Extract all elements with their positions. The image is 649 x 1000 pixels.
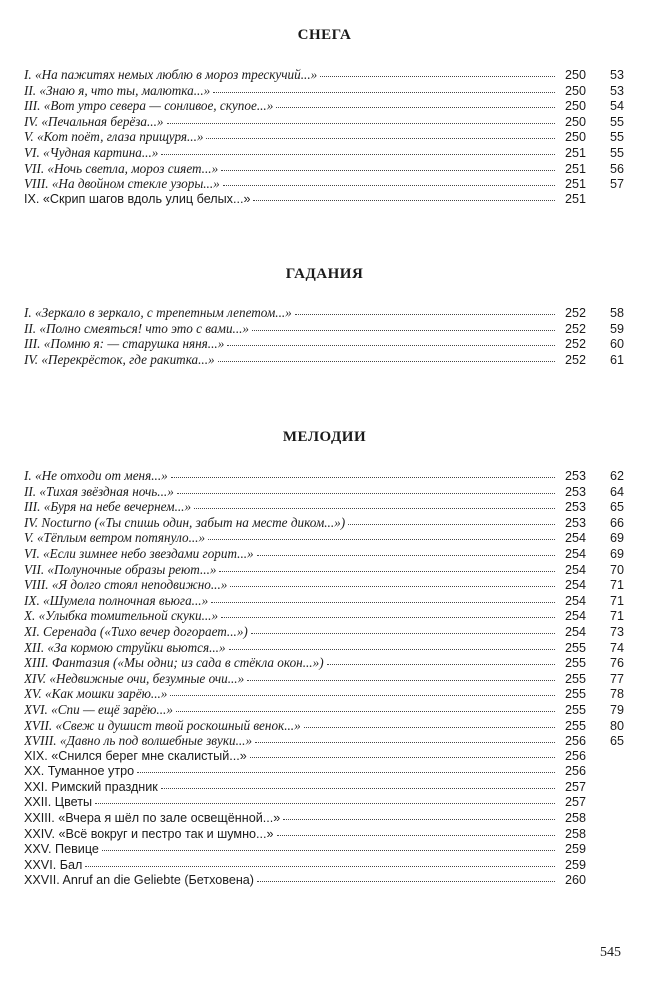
- toc-entry: [24, 718, 624, 734]
- toc-entry-page: 250: [564, 114, 586, 129]
- dot-leader: [276, 106, 555, 108]
- toc-entry-title: III. «Помню я: — старушка няня...»: [24, 336, 225, 352]
- toc-entry-page: 255: [564, 687, 586, 702]
- toc-entry-page: 251: [564, 161, 586, 176]
- toc-entry-page: 257: [564, 795, 586, 810]
- toc-entry-comment-page: 79: [609, 702, 624, 717]
- toc-entry-comment-page: 54: [609, 99, 624, 114]
- dot-leader: [171, 476, 555, 478]
- dot-leader: [176, 710, 555, 712]
- toc-entry-page: 256: [564, 734, 586, 749]
- toc-entry-title: XXIII. «Вчера я шёл по зале освещённой...»: [24, 811, 281, 826]
- toc-entry-comment-page: 69: [609, 531, 624, 546]
- toc-entry-title: II. «Тихая звёздная ночь...»: [24, 483, 174, 499]
- toc-entry-comment-page: 74: [609, 640, 624, 655]
- toc-entry-title: II. «Полно смеяться! что это с вами...»: [24, 320, 250, 336]
- toc-melodii: [24, 468, 624, 889]
- toc-entry: [24, 67, 624, 83]
- toc-entry-page: 254: [564, 546, 586, 561]
- toc-entry: [24, 780, 624, 796]
- toc-entry-title: II. «Знаю я, что ты, малютка...»: [24, 82, 211, 98]
- dot-leader: [327, 663, 555, 665]
- dot-leader: [257, 880, 555, 882]
- toc-entry: [24, 640, 624, 656]
- toc-entry-page: 255: [564, 718, 586, 733]
- dot-leader: [85, 865, 555, 867]
- toc-entry-page: 250: [564, 130, 586, 145]
- toc-entry-page: 255: [564, 702, 586, 717]
- dot-leader: [229, 648, 555, 650]
- toc-entry: [24, 655, 624, 671]
- toc-entry-comment-page: 65: [609, 734, 624, 749]
- toc-entry-comment-page: 65: [609, 500, 624, 515]
- toc-entry: [24, 98, 624, 114]
- dot-leader: [208, 538, 555, 540]
- toc-entry-title: VIII. «Я долго стоял неподвижно...»: [24, 577, 228, 593]
- toc-entry-page: 260: [564, 873, 586, 888]
- toc-entry-comment-page: 73: [609, 624, 624, 639]
- dot-leader: [227, 344, 555, 346]
- toc-entry-comment-page: 64: [609, 484, 624, 499]
- section-title-snega: СНЕГА: [297, 27, 352, 43]
- toc-entry: [24, 114, 624, 130]
- toc-entry-title: IV. «Печальная берёза...»: [24, 113, 164, 129]
- toc-entry: [24, 515, 624, 531]
- toc-entry: [24, 192, 624, 208]
- toc-entry-page: 255: [564, 671, 586, 686]
- dot-leader: [230, 585, 555, 587]
- toc-entry-page: 258: [564, 811, 586, 826]
- toc-entry-comment-page: 80: [609, 718, 624, 733]
- toc-entry-comment-page: 62: [609, 469, 624, 483]
- toc-entry-page: 258: [564, 826, 586, 841]
- toc-entry-page: 254: [564, 531, 586, 546]
- toc-entry-title: XVII. «Свеж и душист твой роскошный венок...»: [24, 717, 301, 733]
- dot-leader: [102, 849, 555, 851]
- dot-leader: [221, 616, 555, 618]
- toc-entry-title: X. «Улыбка томительной скуки...»: [24, 608, 219, 624]
- toc-entry-title: IX. «Шумела полночная вьюга...»: [24, 592, 209, 608]
- toc-entry-title: XIX. «Снился берег мне скалистый...»: [24, 748, 247, 763]
- toc-entry-title: VI. «Чудная картина...»: [24, 144, 159, 160]
- toc-entry-title: VII. «Полуночные образы реют...»: [24, 561, 217, 577]
- toc-entry-title: V. «Тёплым ветром потянуло...»: [24, 530, 206, 546]
- toc-entry: [24, 336, 624, 352]
- toc-entry-title: XXVII. Anruf an die Geliebte (Бетховена): [24, 873, 254, 888]
- toc-entry: [24, 749, 624, 765]
- toc-entry-title: XII. «За кормою струйки вьются...»: [24, 639, 226, 655]
- toc-snega: [24, 67, 624, 207]
- toc-entry-page: 254: [564, 609, 586, 624]
- dot-leader: [221, 169, 555, 171]
- toc-entry: [24, 827, 624, 843]
- toc-entry-comment-page: 71: [609, 609, 624, 624]
- toc-entry-page: 250: [564, 99, 586, 114]
- toc-entry-comment-page: 70: [609, 562, 624, 577]
- toc-entry: [24, 671, 624, 687]
- dot-leader: [304, 726, 555, 728]
- toc-entry-title: XIV. «Недвижные очи, безумные очи...»: [24, 670, 245, 686]
- toc-entry: [24, 811, 624, 827]
- toc-entry-comment-page: 59: [609, 321, 624, 336]
- toc-entry-page: 250: [564, 68, 586, 82]
- toc-entry: [24, 484, 624, 500]
- toc-entry-page: 254: [564, 578, 586, 593]
- toc-entry-title: VI. «Если зимнее небо звездами горит...»: [24, 545, 254, 561]
- dot-leader: [223, 184, 555, 186]
- toc-entry-page: 256: [564, 748, 586, 763]
- toc-entry-comment-page: 76: [609, 656, 624, 671]
- toc-entry-title: I. «На пажитях немых люблю в мороз трескучий...»: [24, 67, 318, 82]
- dot-leader: [137, 771, 555, 773]
- toc-entry-title: IX. «Скрип шагов вдоль улиц белых...»: [24, 191, 251, 206]
- toc-entry-comment-page: 69: [609, 546, 624, 561]
- toc-entry-page: 257: [564, 779, 586, 794]
- toc-entry-page: 253: [564, 515, 586, 530]
- toc-entry: [24, 499, 624, 515]
- toc-entry-page: 253: [564, 469, 586, 483]
- toc-entry-page: 254: [564, 562, 586, 577]
- toc-entry-title: XXV. Певице: [24, 842, 99, 857]
- toc-entry-page: 251: [564, 177, 586, 192]
- toc-entry-title: XXII. Цветы: [24, 795, 93, 810]
- toc-entry-page: 259: [564, 857, 586, 872]
- toc-entry-title: XIII. Фантазия («Мы одни; из сада в стёкла окон...»): [24, 655, 324, 671]
- toc-entry: [24, 83, 624, 99]
- toc-entry-title: XV. «Как мошки зарёю...»: [24, 686, 168, 702]
- dot-leader: [277, 834, 555, 836]
- toc-entry: [24, 593, 624, 609]
- toc-entry: [24, 562, 624, 578]
- toc-entry-comment-page: 56: [609, 161, 624, 176]
- section-title-gadaniya: ГАДАНИЯ: [285, 266, 364, 282]
- toc-entry: [24, 161, 624, 177]
- toc-entry-comment-page: 58: [609, 306, 624, 320]
- toc-entry-page: 252: [564, 321, 586, 336]
- toc-entry: [24, 608, 624, 624]
- toc-entry-page: 254: [564, 624, 586, 639]
- toc-entry-page: 253: [564, 500, 586, 515]
- toc-entry-page: 252: [564, 352, 586, 367]
- toc-entry: [24, 352, 624, 368]
- dot-leader: [283, 818, 555, 820]
- toc-entry-page: 255: [564, 640, 586, 655]
- toc-entry: [24, 733, 624, 749]
- toc-entry: [24, 795, 624, 811]
- dot-leader: [320, 75, 555, 77]
- dot-leader: [251, 632, 555, 634]
- toc-gadaniya: [24, 305, 624, 367]
- toc-entry-title: VIII. «На двойном стекле узоры...»: [24, 176, 220, 192]
- section-title-melodii: МЕЛОДИИ: [282, 429, 367, 445]
- toc-entry-title: I. «Не отходи от меня...»: [24, 468, 168, 483]
- toc-entry-comment-page: 71: [609, 578, 624, 593]
- toc-entry: [24, 129, 624, 145]
- toc-entry-page: 252: [564, 306, 586, 320]
- toc-entry: [24, 546, 624, 562]
- toc-entry-title: XVIII. «Давно ль под волшебные звуки...»: [24, 733, 253, 749]
- dot-leader: [295, 313, 555, 315]
- toc-entry-comment-page: 53: [609, 83, 624, 98]
- toc-entry-comment-page: 60: [609, 337, 624, 352]
- dot-leader: [95, 802, 555, 804]
- toc-entry: [24, 764, 624, 780]
- toc-entry-title: XVI. «Спи — ещё зарёю...»: [24, 701, 173, 717]
- toc-entry-comment-page: 66: [609, 515, 624, 530]
- toc-entry-page: 251: [564, 191, 586, 206]
- dot-leader: [206, 137, 555, 139]
- toc-entry-page: 253: [564, 484, 586, 499]
- toc-entry-title: XI. Серенада («Тихо вечер догорает...»): [24, 623, 248, 639]
- dot-leader: [167, 122, 556, 124]
- toc-entry-comment-page: 53: [609, 68, 624, 82]
- toc-entry-comment-page: 78: [609, 687, 624, 702]
- dot-leader: [348, 523, 555, 525]
- dot-leader: [177, 492, 555, 494]
- toc-entry-comment-page: 55: [609, 145, 624, 160]
- dot-leader: [211, 601, 555, 603]
- toc-entry: [24, 702, 624, 718]
- toc-entry: [24, 686, 624, 702]
- dot-leader: [218, 360, 555, 362]
- toc-entry-title: IV. «Перекрёсток, где ракитка...»: [24, 351, 215, 367]
- toc-entry-page: 255: [564, 656, 586, 671]
- dot-leader: [161, 153, 555, 155]
- dot-leader: [250, 756, 555, 758]
- toc-entry: [24, 145, 624, 161]
- dot-leader: [170, 694, 555, 696]
- toc-entry-comment-page: 61: [609, 352, 624, 367]
- toc-entry-title: IV. Nocturno («Ты спишь один, забыт на месте диком...»): [24, 514, 346, 530]
- dot-leader: [213, 91, 555, 93]
- toc-entry: [24, 577, 624, 593]
- toc-entry: [24, 176, 624, 192]
- dot-leader: [161, 787, 555, 789]
- toc-entry-page: 254: [564, 593, 586, 608]
- toc-entry: [24, 873, 624, 889]
- dot-leader: [255, 741, 555, 743]
- toc-entry-title: III. «Буря на небе вечернем...»: [24, 499, 192, 515]
- toc-entry-title: XXIV. «Всё вокруг и пестро так и шумно...»: [24, 826, 274, 841]
- toc-entry-comment-page: 55: [609, 130, 624, 145]
- page-number: 545: [600, 945, 621, 960]
- toc-entry-comment-page: 77: [609, 671, 624, 686]
- toc-entry-page: 256: [564, 764, 586, 779]
- toc-entry-title: III. «Вот утро севера — сонливое, скупое...»: [24, 98, 274, 114]
- toc-entry-page: 251: [564, 145, 586, 160]
- dot-leader: [194, 507, 555, 509]
- dot-leader: [253, 199, 555, 201]
- toc-entry-title: XXVI. Бал: [24, 857, 83, 872]
- dot-leader: [252, 329, 555, 331]
- toc-entry: [24, 624, 624, 640]
- toc-entry: [24, 842, 624, 858]
- toc-entry-title: V. «Кот поёт, глаза прищуря...»: [24, 129, 204, 145]
- toc-entry-page: 259: [564, 842, 586, 857]
- toc-entry-page: 250: [564, 83, 586, 98]
- toc-entry-comment-page: 57: [609, 177, 624, 192]
- toc-entry-comment-page: 71: [609, 593, 624, 608]
- dot-leader: [257, 554, 555, 556]
- toc-entry-title: VII. «Ночь светла, мороз сияет...»: [24, 160, 219, 176]
- toc-entry: [24, 305, 624, 321]
- toc-entry: [24, 858, 624, 874]
- toc-entry: [24, 530, 624, 546]
- toc-entry-comment-page: 55: [609, 114, 624, 129]
- toc-entry-page: 252: [564, 337, 586, 352]
- toc-entry-title: XX. Туманное утро: [24, 764, 135, 779]
- toc-entry: [24, 468, 624, 484]
- toc-entry: [24, 321, 624, 337]
- dot-leader: [247, 679, 555, 681]
- toc-entry-title: XXI. Римский праздник: [24, 779, 158, 794]
- dot-leader: [219, 570, 555, 572]
- toc-entry-title: I. «Зеркало в зеркало, с трепетным лепетом...»: [24, 305, 292, 320]
